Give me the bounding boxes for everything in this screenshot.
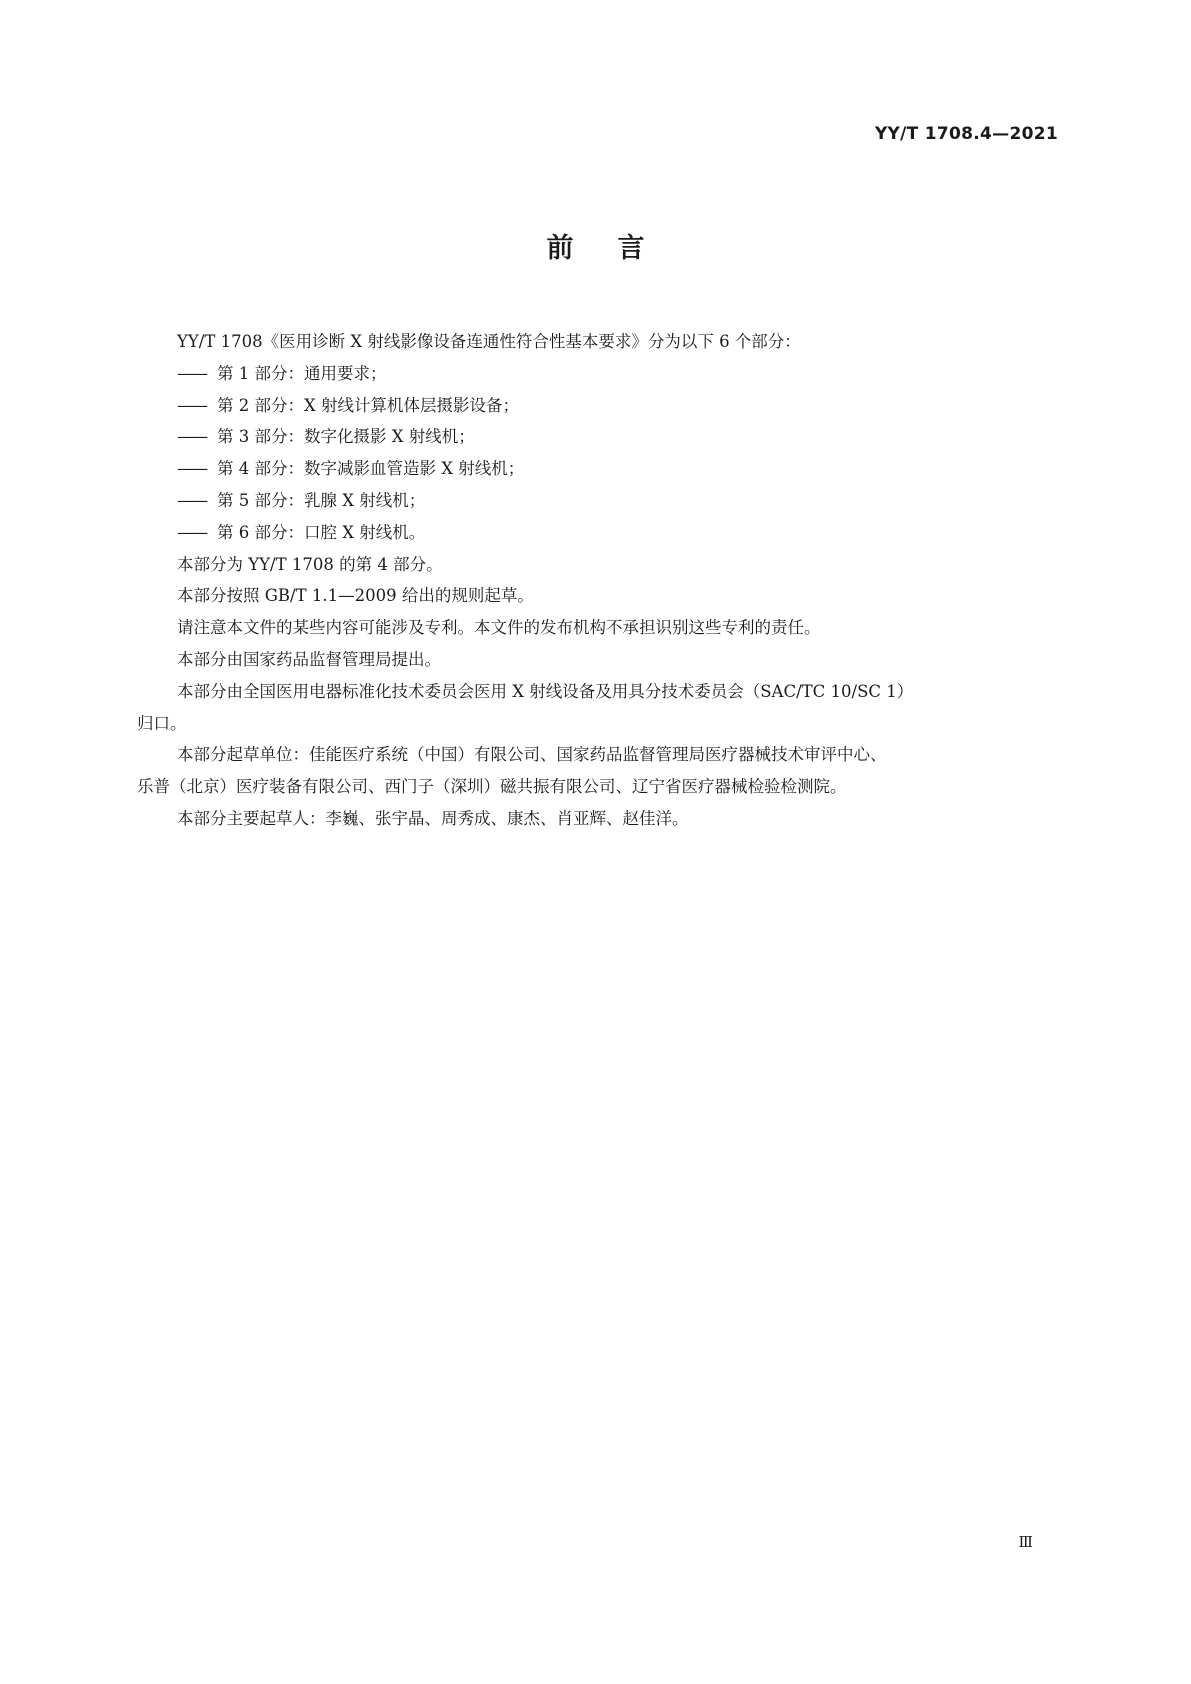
patent-notice-paragraph: 请注意本文件的某些内容可能涉及专利。本文件的发布机构不承担识别这些专利的责任。 xyxy=(177,618,821,638)
part-list-item xyxy=(137,453,1062,485)
this-part-paragraph: 本部分为 YY/T 1708 的第 4 部分。 xyxy=(177,554,443,574)
centralized-paragraph-line2: 归口。 xyxy=(137,713,187,733)
page-number: Ⅲ xyxy=(1018,1533,1033,1551)
centralized-paragraph-line1: 本部分由全国医用电器标准化技术委员会医用 X 射线设备及用具分技术委员会（SAC/TC 10/SC 1） xyxy=(177,681,914,701)
drafting-units-line1: 本部分起草单位：佳能医疗系统（中国）有限公司、国家药品监督管理局医疗器械技术审评中心、 xyxy=(177,745,887,765)
list-dash: —— xyxy=(177,395,206,415)
part-list-item xyxy=(137,485,1062,517)
list-dash: —— xyxy=(177,522,206,542)
standard-code: YY/T 1708.4—2021 xyxy=(874,124,1058,144)
drafting-rules-paragraph: 本部分按照 GB/T 1.1—2009 给出的规则起草。 xyxy=(177,586,534,606)
intro-paragraph: YY/T 1708《医用诊断 X 射线影像设备连通性符合性基本要求》分为以下 6 个部分： xyxy=(177,332,801,351)
drafting-units-line2: 乐普（北京）医疗装备有限公司、西门子（深圳）磁共振有限公司、辽宁省医疗器械检验检测院。 xyxy=(137,777,847,797)
part-text: 第 6 部分：口腔 X 射线机。 xyxy=(217,522,426,542)
list-dash: —— xyxy=(177,490,206,510)
list-dash: —— xyxy=(177,363,206,383)
part-text: 第 2 部分：X 射线计算机体层摄影设备； xyxy=(217,395,519,415)
list-dash: —— xyxy=(177,427,206,447)
part-text: 第 5 部分：乳腺 X 射线机； xyxy=(217,490,426,510)
part-text: 第 3 部分：数字化摄影 X 射线机； xyxy=(217,427,475,447)
part-text: 第 1 部分：通用要求； xyxy=(217,363,387,383)
part-list-item xyxy=(137,517,1062,549)
part-list-item xyxy=(137,421,1062,453)
part-list-item xyxy=(137,358,1062,390)
part-list-item xyxy=(137,390,1062,422)
page-title: 前言 xyxy=(546,233,689,264)
drafters-paragraph: 本部分主要起草人：李巍、张宇晶、周秀成、康杰、肖亚辉、赵佳洋。 xyxy=(177,808,689,828)
part-text: 第 4 部分：数字减影血管造影 X 射线机； xyxy=(217,459,525,479)
foreword-body xyxy=(137,326,1062,835)
list-dash: —— xyxy=(177,459,206,479)
proposed-by-paragraph: 本部分由国家药品监督管理局提出。 xyxy=(177,649,441,669)
